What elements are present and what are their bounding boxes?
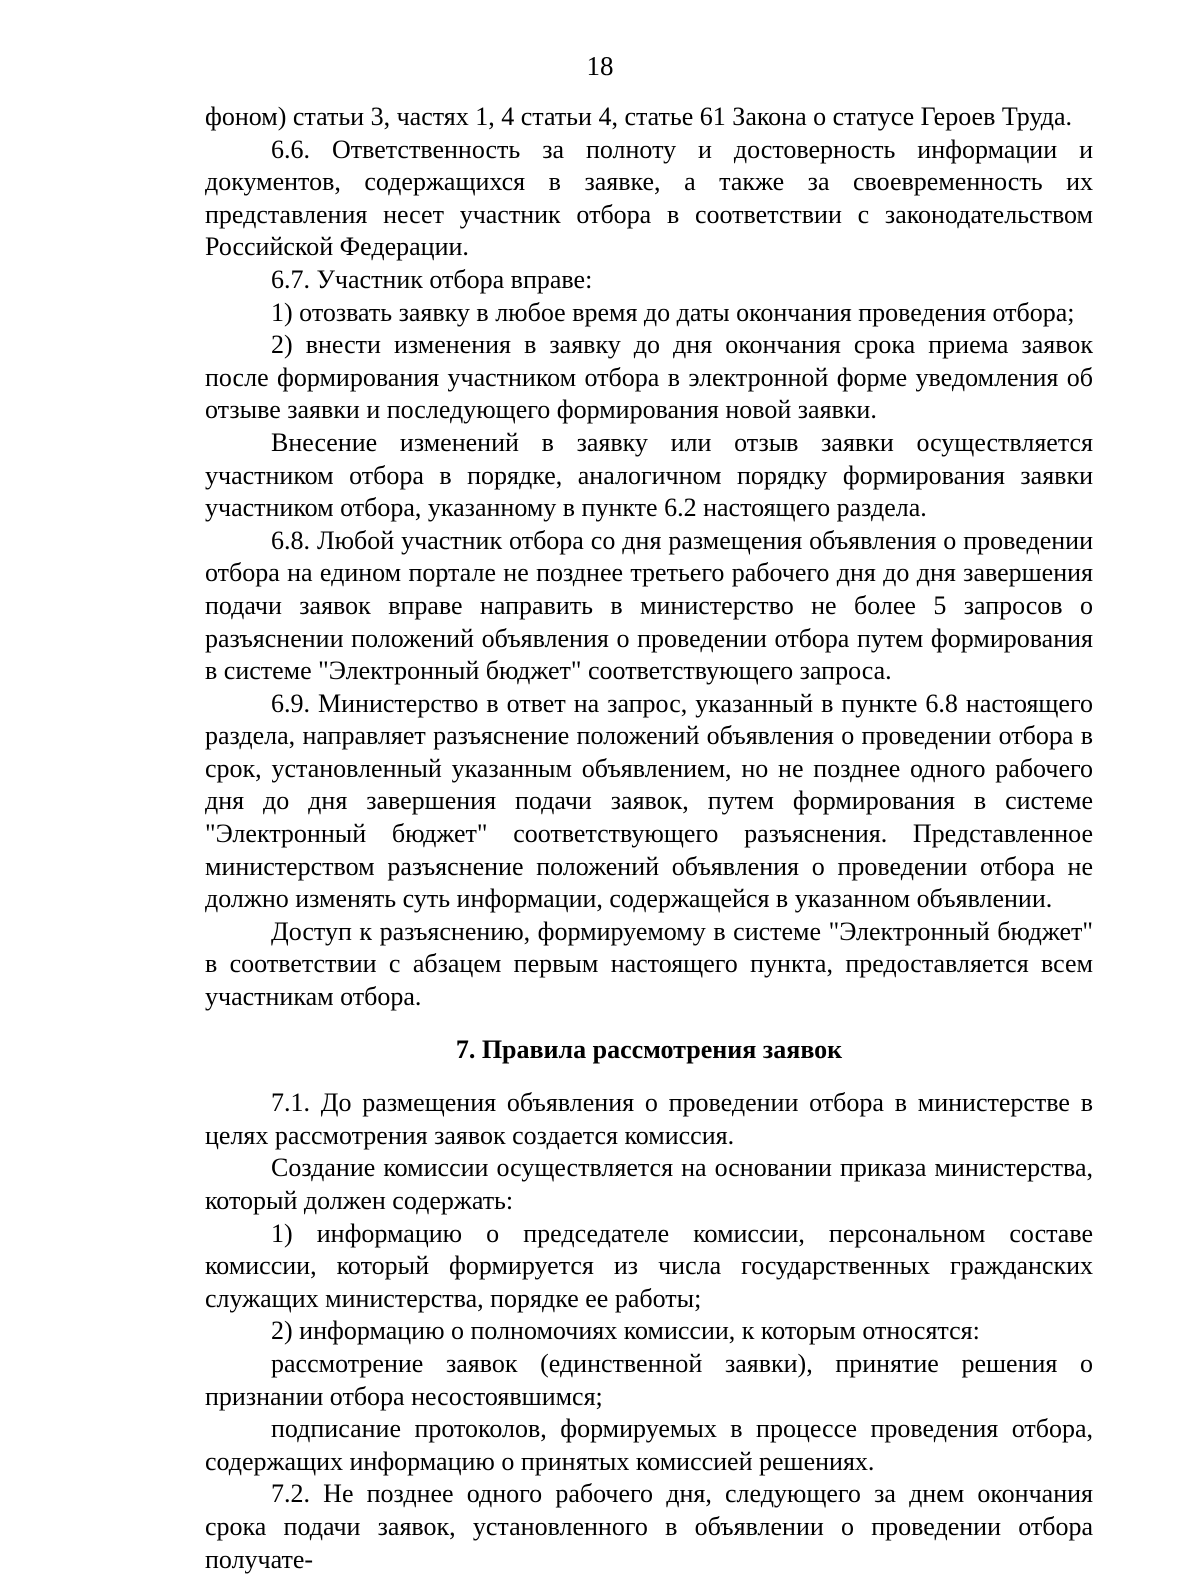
paragraph-continuation: фоном) статьи 3, частях 1, 4 статьи 4, статье 61 Закона о статусе Героев Труда. <box>205 102 1073 131</box>
list-item-7-1-1: 1) информацию о председателе комиссии, персональном составе комиссии, который формируется из числа государственных гражданских служащих министерства, порядке ее работы; <box>205 1218 1093 1313</box>
paragraph-commission: Создание комиссии осуществляется на основании приказа министерства, который должен содержать: <box>205 1153 1093 1215</box>
list-item-7-1-2: 2) информацию о полномочиях комиссии, к которым относятся: <box>271 1316 980 1346</box>
paragraph-6-6: 6.6. Ответственность за полноту и достоверность информации и документов, содержащихся в заявке, а также за своевременность их представления несет участник отбора в соответствии с законодательством Российской Федерации. <box>205 134 1093 262</box>
paragraph-access: Доступ к разъяснению, формируемому в системе "Электронный бюджет" в соответствии с абзацем первым настоящего пункта, предоставляется всем участникам отбора. <box>205 916 1093 1012</box>
list-item-6-7-1: 1) отозвать заявку в любое время до даты окончания проведения отбора; <box>271 297 1075 327</box>
document-body <box>205 101 1093 1576</box>
paragraph-6-8: 6.8. Любой участник отбора со дня размещения объявления о проведении отбора на едином портале не позднее третьего рабочего дня до дня завершения подачи заявок вправе направить в министерство не более 5 запросов о разъяснении положений объявления о проведении отбора путем формирования в системе "Электронный бюджет" соответствующего запроса. <box>205 525 1093 686</box>
list-item-6-7-2: 2) внести изменения в заявку до дня окончания срока приема заявок после формирования участником отбора в электронной форме уведомления об отзыве заявки и последующего формирования новой заявки. <box>205 330 1093 425</box>
list-subitem-review: рассмотрение заявок (единственной заявки), принятие решения о признании отбора несостоявшимся; <box>205 1348 1093 1411</box>
paragraph-6-7: 6.7. Участник отбора вправе: <box>271 264 593 294</box>
paragraph-7-2: 7.2. Не позднее одного рабочего дня, следующего за днем окончания срока подачи заявок, установленного в объявлении о проведении отбора получате- <box>205 1479 1093 1574</box>
paragraph-7-1: 7.1. До размещения объявления о проведении отбора в министерстве в целях рассмотрения заявок создается комиссия. <box>205 1088 1093 1150</box>
section-heading: 7. Правила рассмотрения заявок <box>455 1034 843 1064</box>
paragraph-changes: Внесение изменений в заявку или отзыв заявки осуществляется участником отбора в порядке, аналогичном порядку формирования заявки участником отбора, указанному в пункте 6.2 настоящего раздела. <box>205 427 1093 523</box>
paragraph-6-9: 6.9. Министерство в ответ на запрос, указанный в пункте 6.8 настоящего раздела, направляет разъяснение положений объявления о проведении отбора в срок, установленный указанным объявлением, но не позднее одного рабочего дня до дня завершения подачи заявок, путем формирования в системе "Электронный бюджет" соответствующего разъяснения. Представленное министерством разъяснение положений объявления о проведении отбора не должно изменять суть информации, содержащейся в указанном объявлении. <box>205 688 1093 914</box>
list-subitem-protocols: подписание протоколов, формируемых в процессе проведения отбора, содержащих информацию о принятых комиссией решениях. <box>205 1414 1093 1476</box>
page-number: 18 <box>586 51 614 81</box>
